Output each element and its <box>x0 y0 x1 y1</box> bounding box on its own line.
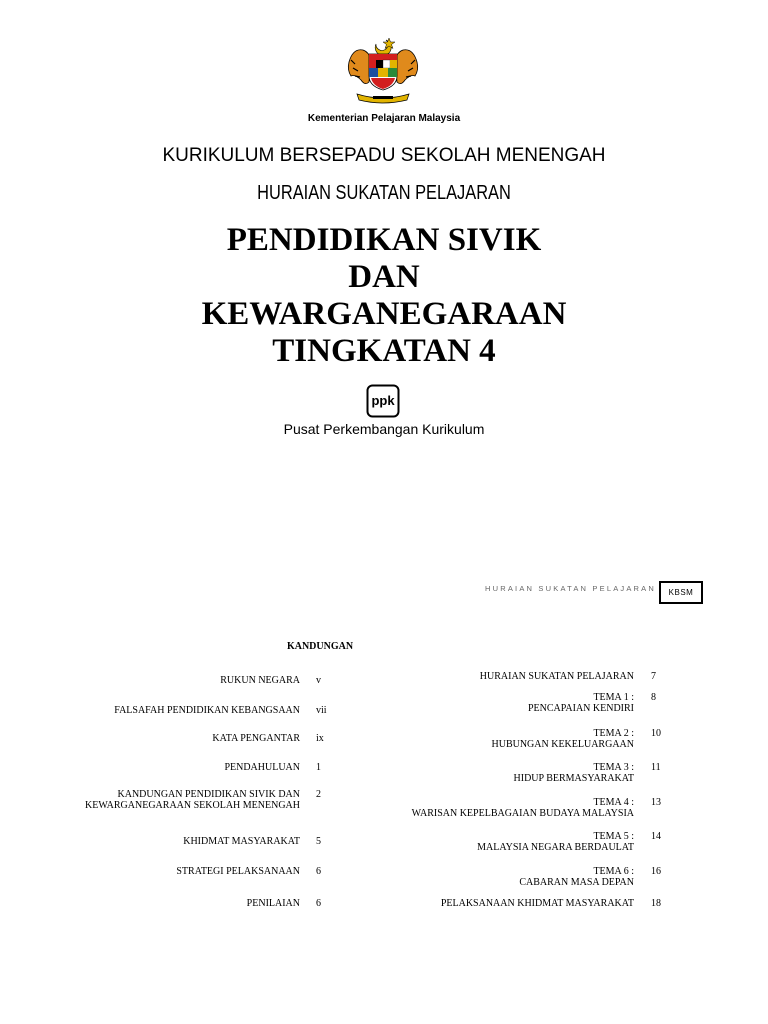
toc-entry-title: KATA PENGANTAR <box>212 733 300 744</box>
subject-title-line-3: KEWARGANEGARAAN <box>201 296 567 332</box>
toc-entry-page: 7 <box>651 671 656 682</box>
page-header-label: HURAIAN SUKATAN PELAJARAN <box>485 584 656 593</box>
toc-entry-title: RUKUN NEGARA <box>220 675 300 686</box>
toc-entry-page: vii <box>316 705 327 716</box>
toc-entry-title: STRATEGI PELAKSANAAN <box>176 866 300 877</box>
toc-entry-title: TEMA 3 : HIDUP BERMASYARAKAT <box>513 762 634 784</box>
toc-entry-page: 8 <box>651 692 656 703</box>
subject-title-line-4: TINGKATAN 4 <box>272 333 496 369</box>
toc-entry-title: TEMA 5 : MALAYSIA NEGARA BERDAULAT <box>477 831 634 853</box>
syllabus-title: HURAIAN SUKATAN PELAJARAN <box>257 182 511 204</box>
ppk-logo-text: ppk <box>371 393 395 408</box>
curriculum-title: KURIKULUM BERSEPADU SEKOLAH MENENGAH <box>162 145 606 166</box>
toc-entry-page: 1 <box>316 762 321 773</box>
toc-entry-page: 14 <box>651 831 661 842</box>
toc-entry-title: KANDUNGAN PENDIDIKAN SIVIK DAN KEWARGANEGARAAN SEKOLAH MENENGAH <box>85 789 300 811</box>
coat-of-arms-emblem <box>343 34 423 106</box>
toc-entry-page: 16 <box>651 866 661 877</box>
subject-title <box>0 222 768 370</box>
subject-title-line-1: PENDIDIKAN SIVIK <box>226 222 542 258</box>
kbsm-badge: KBSM <box>659 581 703 604</box>
toc-entry-page: 11 <box>651 762 661 773</box>
toc-entry-title: KHIDMAT MASYARAKAT <box>183 836 300 847</box>
toc-entry-page: 6 <box>316 898 321 909</box>
toc-entry-title: HURAIAN SUKATAN PELAJARAN <box>479 671 634 682</box>
subject-title-line-2: DAN <box>348 259 420 295</box>
toc-heading: KANDUNGAN <box>286 641 354 652</box>
toc-entry-title: TEMA 6 : CABARAN MASA DEPAN <box>519 866 634 888</box>
toc-entry-page: ix <box>316 733 324 744</box>
toc-entry-title: TEMA 2 : HUBUNGAN KEKELUARGAAN <box>491 728 634 750</box>
toc-entry-page: 6 <box>316 866 321 877</box>
toc-entry-title: PENILAIAN <box>246 898 300 909</box>
toc-entry-title: TEMA 4 : WARISAN KEPELBAGAIAN BUDAYA MALAYSIA <box>411 797 634 819</box>
toc-entry-page: 13 <box>651 797 661 808</box>
curriculum-centre-name: Pusat Perkembangan Kurikulum <box>283 421 485 437</box>
ministry-name: Kementerian Pelajaran Malaysia <box>307 113 461 124</box>
toc-entry-page: 2 <box>316 789 321 800</box>
toc-entry-title: PELAKSANAAN KHIDMAT MASYARAKAT <box>440 898 634 909</box>
toc-entry-title: FALSAFAH PENDIDIKAN KEBANGSAAN <box>114 705 300 716</box>
ppk-logo <box>366 384 400 418</box>
toc-entry-title: PENDAHULUAN <box>224 762 300 773</box>
toc-entry-title: TEMA 1 : PENCAPAIAN KENDIRI <box>527 692 634 714</box>
toc-entry-page: v <box>316 675 321 686</box>
toc-entry-page: 5 <box>316 836 321 847</box>
toc-entry-page: 18 <box>651 898 661 909</box>
toc-entry-page: 10 <box>651 728 661 739</box>
